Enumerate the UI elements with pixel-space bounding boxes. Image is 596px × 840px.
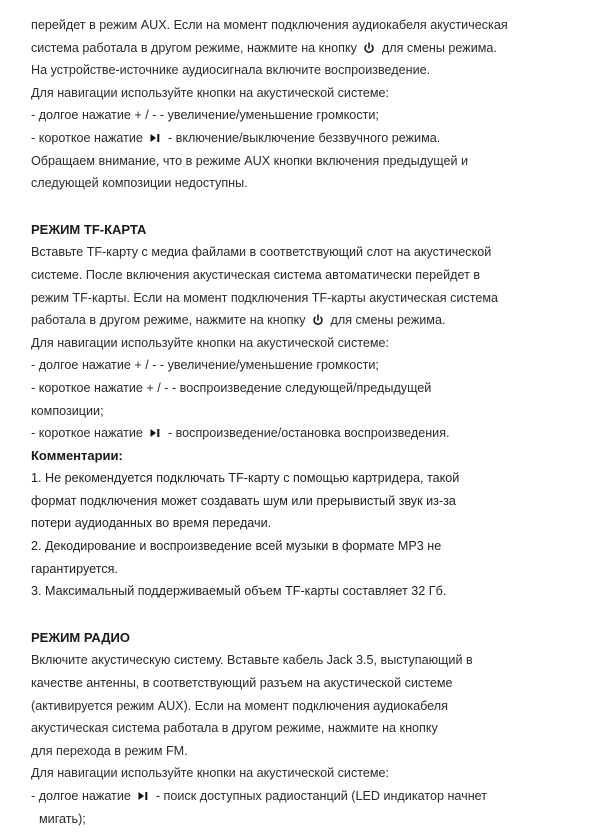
aux-line-2-tail: для смены режима. xyxy=(381,40,497,55)
aux-line-4: Для навигации используйте кнопки на акустической системе: xyxy=(31,85,390,100)
aux-line-7: Обращаем внимание, что в режиме AUX кнопки включения предыдущей и xyxy=(31,153,469,168)
aux-line-1: перейдет в режим AUX. Если на момент подключения аудиокабеля акустическая xyxy=(31,18,508,32)
radio-line-7-tail: - поиск доступных радиостанций (LED индикатор начнет xyxy=(155,789,488,803)
aux-line-8: следующей композиции недоступны. xyxy=(31,176,248,191)
tf-line-9-tail: - воспроизведение/остановка воспроизведения. xyxy=(167,426,450,441)
tf-heading: РЕЖИМ TF-КАРТА xyxy=(31,221,147,237)
tf-line-6: - долгое нажатие + / - - увеличение/уменьшение громкости; xyxy=(31,358,379,373)
radio-line-5: для перехода в режим FM. xyxy=(31,743,188,758)
radio-heading: РЕЖИМ РАДИО xyxy=(31,629,130,645)
radio-line-7-text: - долгое нажатие xyxy=(31,789,131,803)
radio-line-7 xyxy=(31,785,576,808)
aux-line-3: На устройстве-источнике аудиосигнала включите воспроизведение. xyxy=(31,63,431,78)
tf-line-5: Для навигации используйте кнопки на акустической системе: xyxy=(31,335,390,350)
radio-line-3: (активируется режим AUX). Если на момент подключения аудиокабеля xyxy=(31,698,448,713)
comment-line-1: 1. Не рекомендуется подключать TF-карту с помощью картридера, такой xyxy=(31,471,460,486)
tf-line-4-tail: для смены режима. xyxy=(330,313,446,328)
play-pause-icon xyxy=(149,132,161,144)
comment-line-2: формат подключения может создавать шум или прерывистый звук из-за xyxy=(31,493,456,508)
aux-line-5: - долгое нажатие + / - - увеличение/уменьшение громкости; xyxy=(31,108,379,123)
radio-line-6: Для навигации используйте кнопки на акустической системе: xyxy=(31,766,390,781)
tf-line-2: системе. После включения акустическая система автоматически перейдет в xyxy=(31,267,481,282)
power-icon xyxy=(363,42,375,54)
tf-line-9-text: - короткое нажатие xyxy=(31,426,143,441)
aux-line-6-text: - короткое нажатие xyxy=(31,130,143,145)
play-pause-icon xyxy=(137,790,149,802)
comments-heading: Комментарии: xyxy=(31,447,123,463)
play-pause-icon xyxy=(149,427,161,439)
comment-line-4: 2. Декодирование и воспроизведение всей музыки в формате MP3 не xyxy=(31,539,442,554)
comment-line-6: 3. Максимальный поддерживаемый объем TF-карты составляет 32 Гб. xyxy=(31,584,447,599)
radio-line-4: акустическая система работала в другом режиме, нажмите на кнопку xyxy=(31,721,438,736)
tf-line-3: режим TF-карты. Если на момент подключения TF-карты акустическая система xyxy=(31,290,498,305)
tf-line-4-text: работала в другом режиме, нажмите на кнопку xyxy=(31,313,306,328)
comment-line-3: потери аудиоданных во время передачи. xyxy=(31,516,272,531)
tf-line-9 xyxy=(31,422,576,445)
aux-line-6 xyxy=(31,127,576,150)
aux-line-2-text: система работала в другом режиме, нажмите на кнопку xyxy=(31,40,357,55)
tf-line-1: Вставьте TF-карту с медиа файлами в соответствующий слот на акустической xyxy=(31,245,492,260)
tf-line-7: - короткое нажатие + / - - воспроизведение следующей/предыдущей xyxy=(31,380,432,395)
spacer xyxy=(31,195,576,219)
radio-line-1: Включите акустическую систему. Вставьте кабель Jack 3.5, выступающий в xyxy=(31,653,473,668)
radio-line-8: мигать); xyxy=(39,811,86,826)
radio-line-2: качестве антенны, в соответствующий разъем на акустической системе xyxy=(31,676,453,691)
comment-line-5: гарантируется. xyxy=(31,561,118,576)
power-icon xyxy=(312,314,324,326)
spacer xyxy=(31,603,576,627)
tf-line-4 xyxy=(31,309,576,332)
aux-line-6-tail: - включение/выключение беззвучного режима. xyxy=(167,130,441,145)
manual-page xyxy=(31,14,576,830)
aux-line-2 xyxy=(31,37,576,60)
tf-line-8: композиции; xyxy=(31,403,104,418)
